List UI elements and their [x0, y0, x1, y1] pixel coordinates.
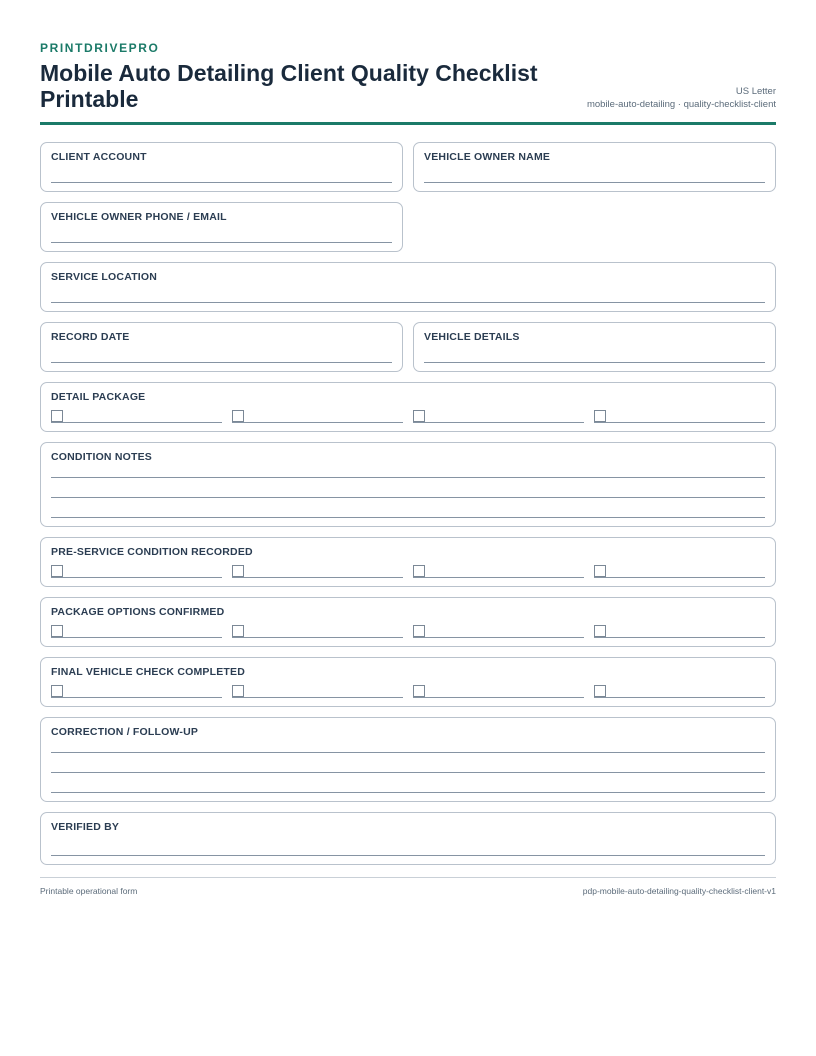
record-date-input-line[interactable]: [51, 362, 392, 363]
checkbox[interactable]: [413, 410, 425, 422]
vehicle-details-input-line[interactable]: [424, 362, 765, 363]
correction-label: CORRECTION / FOLLOW-UP: [51, 726, 199, 738]
condition-notes-field: [40, 442, 776, 527]
header-meta: [587, 85, 776, 111]
vehicle-owner-name-input-line[interactable]: [424, 182, 765, 183]
verified-by-field: [40, 812, 776, 865]
detail-package-option[interactable]: [594, 409, 765, 423]
package-options-options: [51, 624, 765, 638]
package-options-field: [40, 597, 776, 647]
checkbox[interactable]: [232, 410, 244, 422]
client-account-input-line[interactable]: [51, 182, 392, 183]
detail-package-option[interactable]: [232, 409, 403, 423]
checkbox[interactable]: [594, 625, 606, 637]
checkbox[interactable]: [51, 410, 63, 422]
pre-service-option[interactable]: [594, 564, 765, 578]
final-check-options: [51, 684, 765, 698]
pre-service-option[interactable]: [232, 564, 403, 578]
client-account-field: [40, 142, 403, 192]
package-options-option[interactable]: [51, 624, 222, 638]
form-slug: mobile-auto-detailing · quality-checklist-client: [586, 99, 776, 110]
condition-notes-line[interactable]: [51, 477, 765, 478]
checkbox[interactable]: [51, 625, 63, 637]
checkbox[interactable]: [594, 685, 606, 697]
record-date-label: RECORD DATE: [51, 331, 130, 343]
vehicle-details-label: VEHICLE DETAILS: [424, 331, 520, 343]
final-check-option[interactable]: [232, 684, 403, 698]
correction-field: [40, 717, 776, 802]
final-check-field: [40, 657, 776, 707]
service-location-label: SERVICE LOCATION: [51, 271, 158, 283]
vehicle-owner-name-field: [413, 142, 776, 192]
header-rule: [40, 122, 776, 125]
checkbox[interactable]: [413, 565, 425, 577]
service-location-field: [40, 262, 776, 312]
detail-package-options: [51, 409, 765, 423]
page-title: Mobile Auto Detailing Client Quality Checklist Printable: [40, 60, 538, 112]
service-location-input-line[interactable]: [51, 302, 765, 303]
pre-service-option[interactable]: [51, 564, 222, 578]
client-account-label: CLIENT ACCOUNT: [51, 151, 147, 163]
final-check-option[interactable]: [413, 684, 584, 698]
checkbox[interactable]: [413, 625, 425, 637]
checkbox[interactable]: [51, 565, 63, 577]
checkbox[interactable]: [594, 565, 606, 577]
correction-line[interactable]: [51, 752, 765, 753]
pre-service-option[interactable]: [413, 564, 584, 578]
pre-service-options: [51, 564, 765, 578]
verified-by-label: VERIFIED BY: [51, 821, 120, 833]
checkbox[interactable]: [232, 565, 244, 577]
detail-package-option[interactable]: [51, 409, 222, 423]
final-check-label: FINAL VEHICLE CHECK COMPLETED: [51, 666, 246, 678]
verified-by-input-line[interactable]: [51, 855, 765, 856]
pre-service-label: PRE-SERVICE CONDITION RECORDED: [51, 546, 253, 558]
condition-notes-line[interactable]: [51, 497, 765, 498]
checkbox[interactable]: [594, 410, 606, 422]
checkbox[interactable]: [51, 685, 63, 697]
checkbox[interactable]: [232, 625, 244, 637]
vehicle-owner-contact-label: VEHICLE OWNER PHONE / EMAIL: [51, 211, 227, 223]
detail-package-label: DETAIL PACKAGE: [51, 391, 146, 403]
correction-line[interactable]: [51, 792, 765, 793]
vehicle-details-field: [413, 322, 776, 372]
detail-package-option[interactable]: [413, 409, 584, 423]
vehicle-owner-contact-input-line[interactable]: [51, 242, 392, 243]
footer-rule: [40, 877, 776, 878]
checkbox[interactable]: [413, 685, 425, 697]
package-options-option[interactable]: [413, 624, 584, 638]
package-options-option[interactable]: [232, 624, 403, 638]
detail-package-field: [40, 382, 776, 432]
footer-label: Printable operational form: [40, 886, 138, 896]
checkbox[interactable]: [232, 685, 244, 697]
record-date-field: [40, 322, 403, 372]
footer-form-id: pdp-mobile-auto-detailing-quality-checklist-client-v1: [582, 886, 776, 896]
final-check-option[interactable]: [594, 684, 765, 698]
final-check-option[interactable]: [51, 684, 222, 698]
pre-service-field: [40, 537, 776, 587]
correction-line[interactable]: [51, 772, 765, 773]
vehicle-owner-contact-field: [40, 202, 403, 252]
package-options-option[interactable]: [594, 624, 765, 638]
condition-notes-label: CONDITION NOTES: [51, 451, 153, 463]
vehicle-owner-name-label: VEHICLE OWNER NAME: [424, 151, 551, 163]
package-options-label: PACKAGE OPTIONS CONFIRMED: [51, 606, 225, 618]
condition-notes-line[interactable]: [51, 517, 765, 518]
paper-size: US Letter: [735, 86, 776, 97]
brand-name: PRINTDRIVEPRO: [40, 41, 160, 55]
